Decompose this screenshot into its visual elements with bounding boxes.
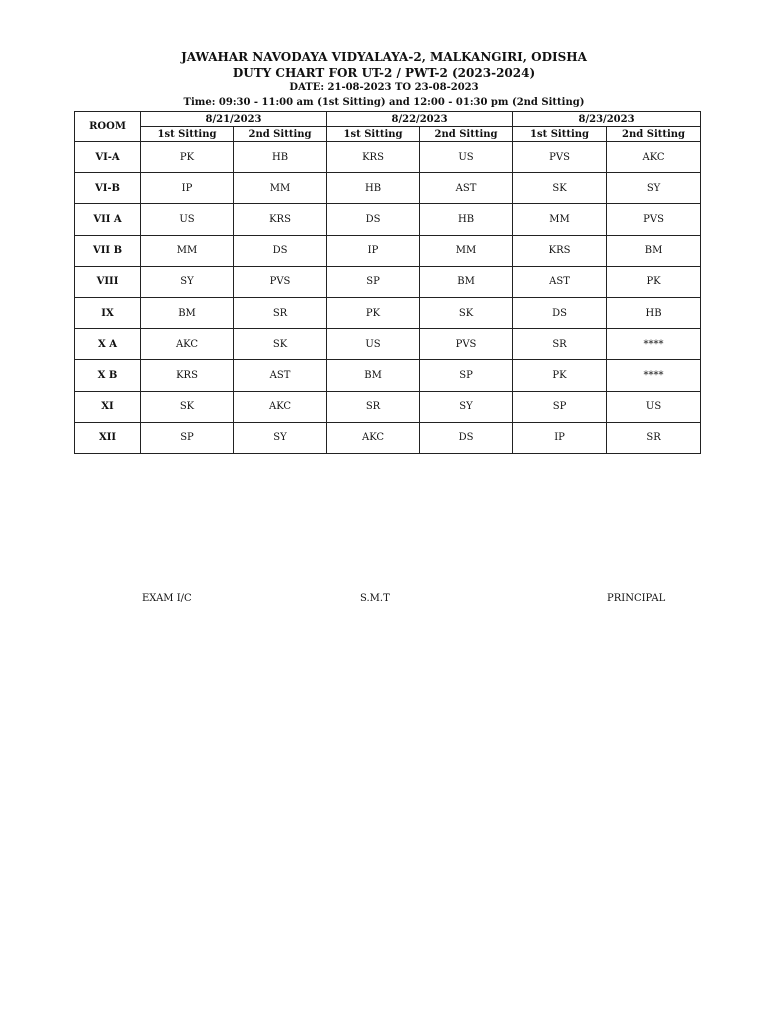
duty-cell: AST xyxy=(234,360,327,391)
duty-cell: AKC xyxy=(607,142,701,173)
sitting-header-row xyxy=(75,127,701,142)
duty-cell: PK xyxy=(513,360,607,391)
duty-cell: KRS xyxy=(513,235,607,266)
duty-cell: KRS xyxy=(141,360,234,391)
duty-cell: SP xyxy=(327,266,420,297)
room-cell: XI xyxy=(75,391,141,422)
duty-cell: BM xyxy=(327,360,420,391)
duty-cell: SY xyxy=(607,173,701,204)
room-cell: X A xyxy=(75,329,141,360)
duty-cell: US xyxy=(420,142,513,173)
duty-cell: HB xyxy=(234,142,327,173)
duty-cell: PK xyxy=(141,142,234,173)
table-row xyxy=(75,204,701,235)
duty-cell: KRS xyxy=(234,204,327,235)
duty-cell: **** xyxy=(607,329,701,360)
sitting-header: 2nd Sitting xyxy=(420,127,513,142)
table-row xyxy=(75,422,701,453)
duty-cell: SY xyxy=(420,391,513,422)
table-row xyxy=(75,235,701,266)
duty-cell: SK xyxy=(141,391,234,422)
table-row xyxy=(75,142,701,173)
duty-cell: MM xyxy=(420,235,513,266)
duty-cell: DS xyxy=(420,422,513,453)
table-row xyxy=(75,266,701,297)
room-cell: VII A xyxy=(75,204,141,235)
duty-cell: SR xyxy=(327,391,420,422)
duty-cell: SK xyxy=(420,297,513,328)
duty-cell: SY xyxy=(234,422,327,453)
duty-cell: SK xyxy=(234,329,327,360)
duty-cell: DS xyxy=(234,235,327,266)
duty-cell: US xyxy=(141,204,234,235)
room-cell: X B xyxy=(75,360,141,391)
principal-signature: PRINCIPAL xyxy=(607,593,666,604)
duty-cell: SY xyxy=(141,266,234,297)
room-cell: VII B xyxy=(75,235,141,266)
duty-table-body xyxy=(75,142,701,454)
duty-cell: AST xyxy=(420,173,513,204)
date-range: DATE: 21-08-2023 TO 23-08-2023 xyxy=(289,82,479,93)
duty-cell: AKC xyxy=(234,391,327,422)
duty-cell: HB xyxy=(420,204,513,235)
date-header: 8/21/2023 xyxy=(141,112,327,127)
table-row xyxy=(75,391,701,422)
duty-cell: PVS xyxy=(607,204,701,235)
duty-cell: MM xyxy=(234,173,327,204)
duty-cell: SP xyxy=(141,422,234,453)
duty-cell: SR xyxy=(234,297,327,328)
duty-cell: AKC xyxy=(327,422,420,453)
duty-cell: SP xyxy=(513,391,607,422)
duty-cell: MM xyxy=(141,235,234,266)
sitting-header: 2nd Sitting xyxy=(234,127,327,142)
duty-cell: PVS xyxy=(234,266,327,297)
room-cell: VIII xyxy=(75,266,141,297)
school-name: JAWAHAR NAVODAYA VIDYALAYA-2, MALKANGIRI, ODISHA xyxy=(181,50,587,64)
table-row xyxy=(75,360,701,391)
duty-cell: BM xyxy=(607,235,701,266)
sitting-header: 1st Sitting xyxy=(513,127,607,142)
time-info: Time: 09:30 - 11:00 am (1st Sitting) and 12:00 - 01:30 pm (2nd Sitting) xyxy=(183,97,585,108)
smt-signature: S.M.T xyxy=(360,593,390,604)
duty-cell: PK xyxy=(327,297,420,328)
date-header: 8/22/2023 xyxy=(327,112,513,127)
duty-cell: **** xyxy=(607,360,701,391)
duty-cell: DS xyxy=(513,297,607,328)
table-row xyxy=(75,329,701,360)
duty-cell: HB xyxy=(607,297,701,328)
table-row xyxy=(75,297,701,328)
duty-cell: US xyxy=(327,329,420,360)
duty-cell: SR xyxy=(513,329,607,360)
duty-cell: AST xyxy=(513,266,607,297)
duty-cell: MM xyxy=(513,204,607,235)
room-cell: VI-B xyxy=(75,173,141,204)
duty-cell: PVS xyxy=(513,142,607,173)
duty-cell: IP xyxy=(513,422,607,453)
table-row xyxy=(75,173,701,204)
duty-cell: IP xyxy=(141,173,234,204)
duty-cell: SP xyxy=(420,360,513,391)
sitting-header: 2nd Sitting xyxy=(607,127,701,142)
room-cell: XII xyxy=(75,422,141,453)
duty-cell: SK xyxy=(513,173,607,204)
sitting-header: 1st Sitting xyxy=(327,127,420,142)
duty-cell: HB xyxy=(327,173,420,204)
duty-chart-table xyxy=(74,111,701,454)
duty-cell: KRS xyxy=(327,142,420,173)
date-header-row xyxy=(75,112,701,127)
duty-cell: PVS xyxy=(420,329,513,360)
exam-ic-signature: EXAM I/C xyxy=(142,593,192,604)
duty-cell: IP xyxy=(327,235,420,266)
room-column-header: ROOM xyxy=(75,112,141,142)
sitting-header: 1st Sitting xyxy=(141,127,234,142)
date-header: 8/23/2023 xyxy=(513,112,701,127)
room-cell: IX xyxy=(75,297,141,328)
duty-cell: AKC xyxy=(141,329,234,360)
room-cell: VI-A xyxy=(75,142,141,173)
document-title: DUTY CHART FOR UT-2 / PWT-2 (2023-2024) xyxy=(232,66,536,80)
duty-cell: BM xyxy=(141,297,234,328)
duty-cell: SR xyxy=(607,422,701,453)
duty-cell: US xyxy=(607,391,701,422)
duty-cell: DS xyxy=(327,204,420,235)
duty-cell: BM xyxy=(420,266,513,297)
duty-cell: PK xyxy=(607,266,701,297)
